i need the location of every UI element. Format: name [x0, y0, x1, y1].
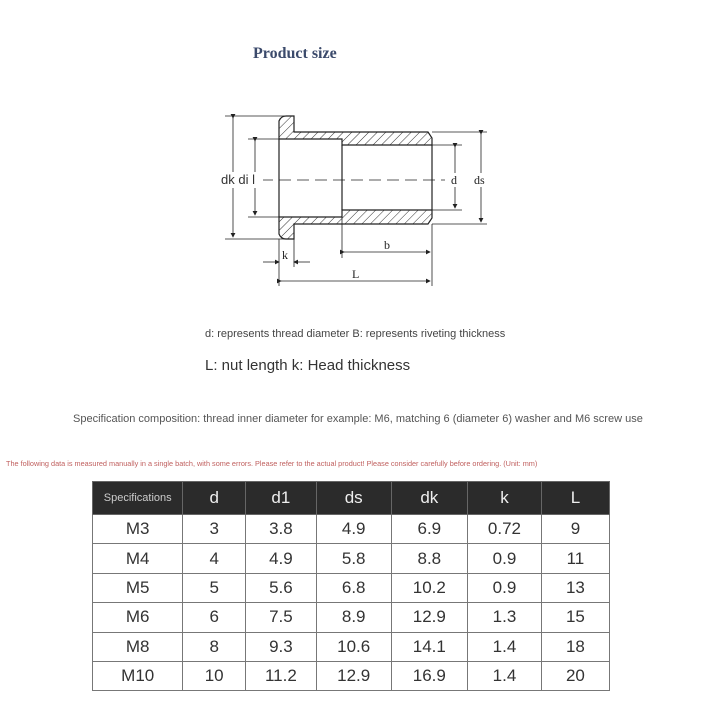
- table-cell: M3: [93, 515, 183, 544]
- table-cell: 0.9: [468, 544, 542, 573]
- table-row: [93, 573, 610, 602]
- note-thread-diameter: d: represents thread diameter B: represents riveting thickness: [205, 328, 506, 340]
- table-cell: 8: [183, 632, 246, 661]
- table-row: [93, 632, 610, 661]
- table-cell: 16.9: [391, 661, 468, 690]
- header-cell: L: [541, 482, 609, 515]
- table-cell: 5: [183, 573, 246, 602]
- table-cell: M4: [93, 544, 183, 573]
- table-cell: M10: [93, 661, 183, 690]
- header-cell: k: [468, 482, 542, 515]
- rivet-nut-diagram: [0, 0, 712, 320]
- table-cell: 13: [541, 573, 609, 602]
- table-cell: 11: [541, 544, 609, 573]
- table-cell: 10.6: [316, 632, 391, 661]
- table-row: [93, 544, 610, 573]
- table-cell: M5: [93, 573, 183, 602]
- label-b: b: [384, 238, 390, 252]
- table-cell: 4.9: [316, 515, 391, 544]
- table-cell: 11.2: [245, 661, 316, 690]
- table-row: [93, 661, 610, 690]
- table-cell: 1.3: [468, 603, 542, 632]
- table-cell: 10: [183, 661, 246, 690]
- measurement-warning: The following data is measured manually in a single batch, with some errors. Please refer to the actual product! Please consider carefully before ordering. (Unit: mm): [6, 459, 538, 468]
- table-cell: 12.9: [316, 661, 391, 690]
- table-row: [93, 603, 610, 632]
- header-cell: d: [183, 482, 246, 515]
- label-d: d: [451, 173, 457, 187]
- page-title: Product size: [253, 45, 337, 62]
- table-cell: 1.4: [468, 661, 542, 690]
- label-L: L: [352, 267, 360, 281]
- header-cell: d1: [245, 482, 316, 515]
- label-dk-d1: dk di l: [221, 172, 255, 187]
- table-cell: M6: [93, 603, 183, 632]
- table-cell: 0.9: [468, 573, 542, 602]
- table-cell: 6: [183, 603, 246, 632]
- label-ds: ds: [474, 173, 485, 187]
- header-cell: Specifications: [93, 482, 183, 515]
- table-cell: 6.9: [391, 515, 468, 544]
- table-cell: 4.9: [245, 544, 316, 573]
- table-cell: 3.8: [245, 515, 316, 544]
- table-cell: 7.5: [245, 603, 316, 632]
- note-nut-length: L: nut length k: Head thickness: [205, 357, 411, 374]
- spec-table: [92, 481, 610, 691]
- header-cell: ds: [316, 482, 391, 515]
- table-cell: 1.4: [468, 632, 542, 661]
- label-k: k: [282, 248, 288, 262]
- table-cell: 9.3: [245, 632, 316, 661]
- note-spec-composition: Specification composition: thread inner diameter for example: M6, matching 6 (diameter 6) washer and M6 screw use: [73, 413, 643, 425]
- lower-wall: [279, 210, 432, 239]
- upper-wall: [279, 116, 432, 145]
- table-cell: 0.72: [468, 515, 542, 544]
- table-cell: 5.6: [245, 573, 316, 602]
- table-cell: 9: [541, 515, 609, 544]
- table-cell: 5.8: [316, 544, 391, 573]
- table-cell: 12.9: [391, 603, 468, 632]
- table-cell: 15: [541, 603, 609, 632]
- table-header-row: [93, 482, 610, 515]
- table-cell: 3: [183, 515, 246, 544]
- table-cell: 6.8: [316, 573, 391, 602]
- header-cell: dk: [391, 482, 468, 515]
- table-cell: 20: [541, 661, 609, 690]
- table-cell: 18: [541, 632, 609, 661]
- table-cell: 8.9: [316, 603, 391, 632]
- table-cell: M8: [93, 632, 183, 661]
- table-row: [93, 515, 610, 544]
- table-cell: 10.2: [391, 573, 468, 602]
- table-cell: 8.8: [391, 544, 468, 573]
- table-cell: 14.1: [391, 632, 468, 661]
- table-cell: 4: [183, 544, 246, 573]
